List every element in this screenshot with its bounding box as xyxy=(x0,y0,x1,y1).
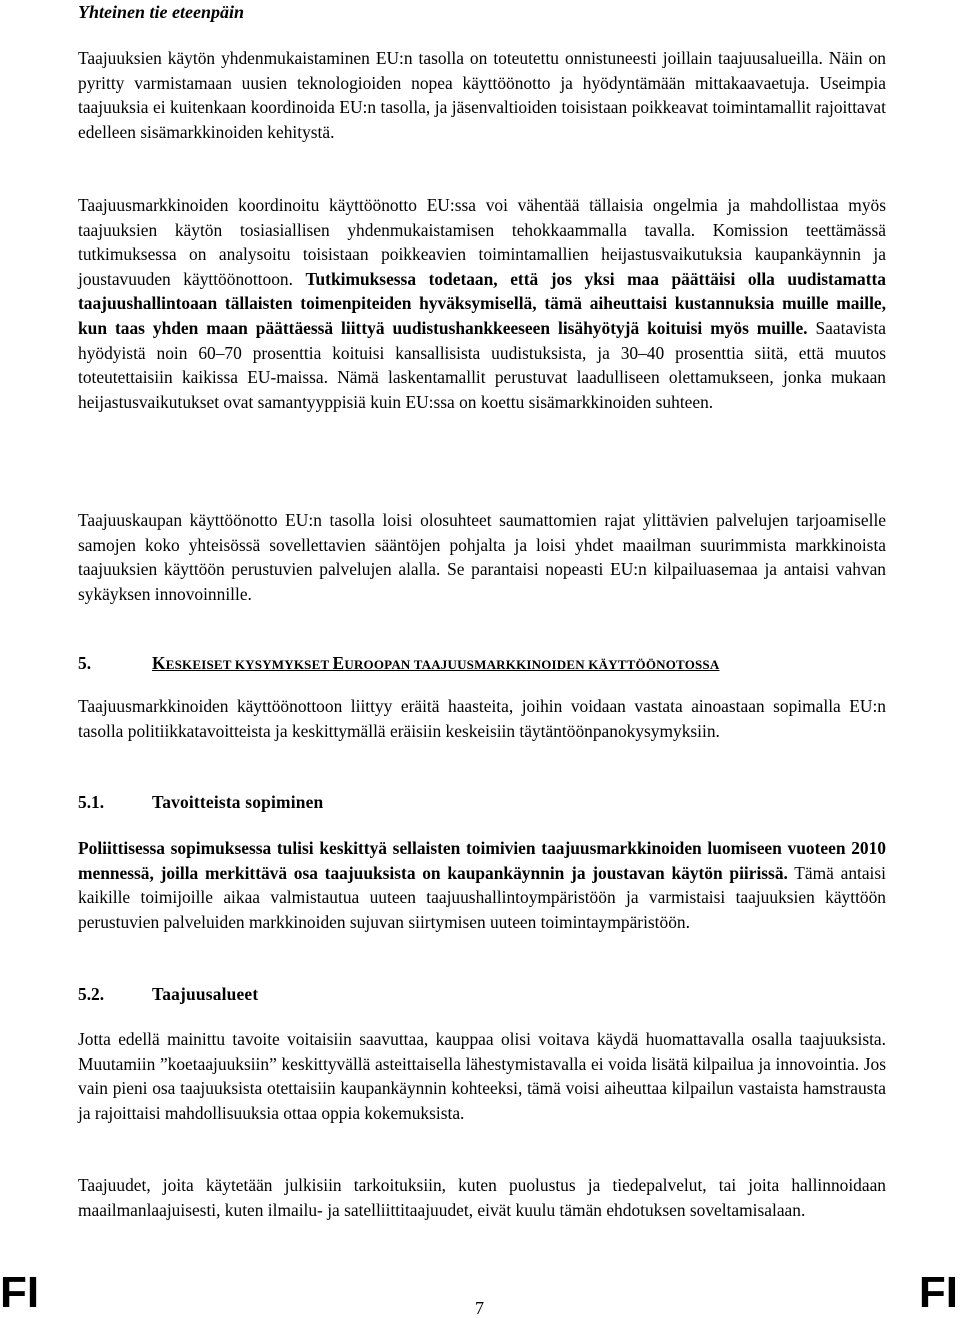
section-heading: Yhteinen tie eteenpäin xyxy=(78,2,244,22)
paragraph-6 xyxy=(78,1027,886,1125)
section-5-title xyxy=(152,651,719,678)
paragraph-2-text-b: Saatavista hyödyistä noin 60–70 prosenttia koituisi kansallisista uudistuksista, ja 30–40 prosenttia siitä, että muutos toteutettaisiin kaikissa EU-maissa. Nämä laskentamallit perustuvat laadulliseen olettamukseen, jonka mukaan heijastusvaikutukset ovat samantyyppisiä kuin EU:ssa on koettu sisämarkkinoiden suhteen. xyxy=(78,317,887,412)
section-5-title-part-2: UROOPAN TAAJUUSMARKKINOIDEN KÄYTTÖÖNOTOSSA xyxy=(344,657,720,672)
footer-language-code-right: FI xyxy=(918,1268,958,1317)
paragraph-3 xyxy=(78,508,886,606)
paragraph-4-text: Taajuusmarkkinoiden käyttöönottoon liittyy eräitä haasteita, joihin voidaan vastata ainoastaan sopimalla EU:n tasolla politiikkatavoitteista ja keskittymällä eräisiin keskeisiin täytäntöönpanokysymyksiin. xyxy=(78,696,886,741)
section-5-2-title: Taajuusalueet xyxy=(152,984,259,1004)
paragraph-7 xyxy=(78,1173,886,1222)
paragraph-1 xyxy=(78,46,886,144)
paragraph-6-text: Jotta edellä mainittu tavoite voitaisiin saavuttaa, kauppaa olisi voitava käydä huomattavalla osalla taajuuksista. Muutamiin ”koetaajuuksiin” keskittyvällä asteittaisella lähestymistavalla ei voida lisätä kilpailua ja innovointia. Jos vain pieni osa taajuuksista otettaisiin kaupankäynnin kohteeksi, tämä voisi aiheuttaa kilpailun vastaista hamstrausta ja rajoittaisi mahdollisuuksia ottaa oppia kokemuksista. xyxy=(78,1029,886,1123)
section-5-title-part-1: ESKEISET KYSYMYKSET xyxy=(165,657,333,672)
section-5-2-number: 5.2. xyxy=(78,984,105,1004)
section-5-1-title: Tavoitteista sopiminen xyxy=(152,792,324,812)
paragraph-5-bold: Poliittisessa sopimuksessa tulisi keskittyä sellaisten toimivien taajuusmarkkinoiden luomiseen vuoteen 2010 mennessä, joilla merkittävä osa taajuuksista on kaupankäynnin ja joustavan käytön piirissä. xyxy=(78,838,886,883)
paragraph-2-text-a: Taajuusmarkkinoiden koordinoitu käyttöönotto EU:ssa voi vähentää tällaisia ongelmia ja mahdollistaa myös taajuuksien käytön tosiasiallisen yhdenmukaistamisen tehokkaammalla tavalla. Komission teettämässä tutkimuksessa on analysoitu toisistaan poikkeavien toimintamallien heijastusvaikutuksia kaupankäynnin ja joustavuuden käyttöönottoon. xyxy=(78,195,886,289)
footer-language-code-left: FI xyxy=(0,1268,40,1317)
paragraph-7-text: Taajuudet, joita käytetään julkisiin tarkoituksiin, kuten puolustus ja tiedepalvelut, tai joita hallinnoidaan maailmanlaajuisesti, kuten ilmailu- ja satelliittitaajuudet, eivät kuulu tämän ehdotuksen soveltamisalaan. xyxy=(78,1175,886,1220)
section-5-title-k: K xyxy=(152,653,166,673)
paragraph-2 xyxy=(78,193,886,414)
paragraph-2-bold: Tutkimuksessa todetaan, että jos yksi maa päättäisi olla uudistamatta taajuushallintoaan tällaisten toimenpiteiden hyväksymisellä, tämä aiheuttaisi kustannuksia muille maille, kun taas yhden maan päättäessä liittyä uudistushankkeeseen lisähyötyjä koituisi myös muille. xyxy=(78,268,886,338)
paragraph-3-text: Taajuuskaupan käyttöönotto EU:n tasolla loisi olosuhteet saumattomien rajat ylittävien palvelujen tarjoamiselle samojen koko yhteisössä sovellettavien sääntöjen pohjalta ja loisi yhdet maailman suurimmista markkinoista taajuuksien käyttöön perustuvien palvelujen alalla. Se parantaisi nopeasti EU:n kilpailuasemaa ja antaisi vahvan sykäyksen innovoinnille. xyxy=(78,510,886,604)
section-5-1-number: 5.1. xyxy=(78,792,105,812)
paragraph-1-text: Taajuuksien käytön yhdenmukaistaminen EU:n tasolla on toteutettu onnistuneesti joillain taajuusalueilla. Näin on pyritty varmistamaan uusien teknologioiden nopea käyttöönotto ja hyödyntämään mittakaavaetuja. Useimpia taajuuksia ei kuitenkaan koordinoida EU:n tasolla, ja jäsenvaltioiden toisistaan poikkeavat toimintamallit rajoittavat edelleen sisämarkkinoiden kehitystä. xyxy=(78,48,886,142)
section-5-title-e: E xyxy=(332,653,345,673)
page-number: 7 xyxy=(475,1298,484,1318)
paragraph-5-text: Tämä antaisi kaikille toimijoille aikaa valmistautua uuteen taajuushallintoympäristöön ja varmistaisi taajuuksien käyttöön perustuvien palveluiden markkinoiden sujuvan siirtymisen uuteen toimintaympäristöön. xyxy=(78,862,886,932)
paragraph-5 xyxy=(78,836,886,934)
section-5-number: 5. xyxy=(78,653,92,673)
paragraph-4 xyxy=(78,694,886,743)
